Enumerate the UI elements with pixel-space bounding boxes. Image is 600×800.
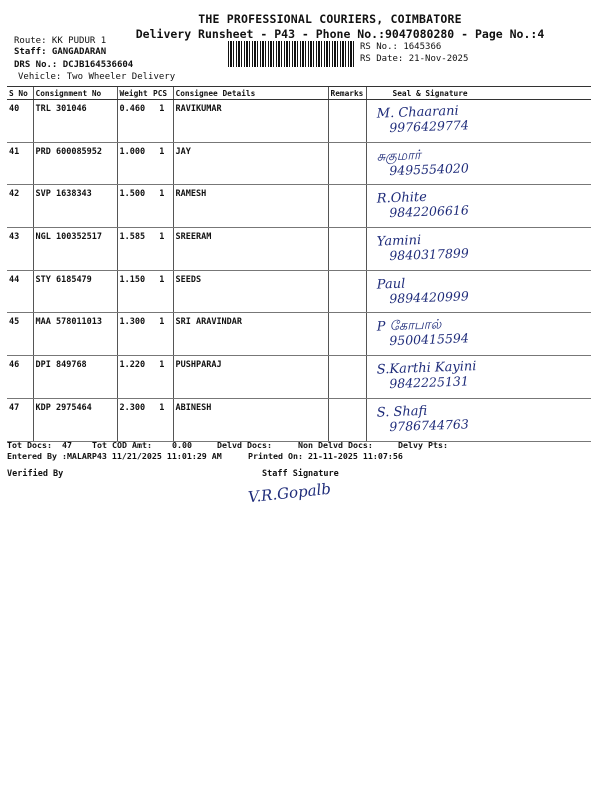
- handwritten-signature: [368, 399, 589, 435]
- handwritten-signature: [368, 314, 589, 350]
- cell-signature: [366, 356, 591, 399]
- table-row: [7, 270, 591, 313]
- cell-sno: 43: [7, 228, 33, 271]
- cell-signature: [366, 270, 591, 313]
- signature-name: M. Chaarani: [376, 103, 459, 122]
- cell-signature: [366, 398, 591, 441]
- delivery-table: [7, 86, 591, 442]
- tot-docs-label: Tot Docs:: [7, 440, 52, 450]
- cell-remarks: [328, 313, 366, 356]
- table-row: [7, 142, 591, 185]
- col-header-consignment: Consignment No: [33, 87, 117, 100]
- barcode-image: [228, 41, 354, 67]
- table-row: [7, 100, 591, 143]
- cell-pcs: 1: [151, 142, 173, 185]
- table-row: [7, 228, 591, 271]
- cell-weight: 1.585: [117, 228, 151, 271]
- printed-on: Printed On: 21-11-2025 11:07:56: [248, 451, 403, 461]
- company-title: THE PROFESSIONAL COURIERS, COIMBATORE: [198, 12, 462, 26]
- tot-cod-label: Tot COD Amt:: [92, 440, 152, 450]
- signature-phone: 9842225131: [388, 373, 469, 392]
- signature-name: P கோபால்: [376, 317, 442, 336]
- verified-by-label: Verified By: [7, 469, 64, 479]
- cell-pcs: 1: [151, 100, 173, 143]
- cell-remarks: [328, 100, 366, 143]
- col-header-remarks: Remarks: [328, 87, 366, 100]
- cell-signature: [366, 185, 591, 228]
- col-header-weight: Weight: [117, 87, 151, 100]
- signature-name: S. Shafi: [376, 403, 427, 421]
- handwritten-signature: [368, 271, 589, 307]
- cell-consignment-no: PRD 600085952: [33, 142, 117, 185]
- signature-phone: 9495554020: [388, 160, 469, 178]
- signature-name: சுகுமார்: [376, 147, 421, 165]
- cell-pcs: 1: [151, 398, 173, 441]
- cell-consignee: SRI ARAVINDAR: [173, 313, 328, 356]
- cell-consignee: RAVIKUMAR: [173, 100, 328, 143]
- signature-name: S.Karthi Kayini: [376, 359, 477, 378]
- cell-consignee: SEEDS: [173, 270, 328, 313]
- cell-consignment-no: DPI 849768: [33, 356, 117, 399]
- cell-signature: [366, 313, 591, 356]
- signature-name: Yamini: [376, 233, 421, 250]
- cell-weight: 1.150: [117, 270, 151, 313]
- rs-number: RS No.: 1645366: [360, 42, 442, 52]
- non-delvd-docs-label: Non Delvd Docs:: [298, 440, 373, 450]
- cell-weight: 0.460: [117, 100, 151, 143]
- cell-consignee: ABINESH: [173, 398, 328, 441]
- cell-consignee: RAMESH: [173, 185, 328, 228]
- cell-sno: 40: [7, 100, 33, 143]
- route-label: Route: KK PUDUR 1: [14, 36, 107, 46]
- cell-pcs: 1: [151, 356, 173, 399]
- cell-remarks: [328, 270, 366, 313]
- signature-phone: 9976429774: [388, 117, 469, 136]
- table-row: [7, 356, 591, 399]
- cell-weight: 1.220: [117, 356, 151, 399]
- table-row: [7, 398, 591, 441]
- cell-consignment-no: SVP 1638343: [33, 185, 117, 228]
- handwritten-signature: [368, 100, 589, 136]
- cell-consignee: SREERAM: [173, 228, 328, 271]
- cell-sno: 44: [7, 270, 33, 313]
- cell-sno: 41: [7, 142, 33, 185]
- cell-remarks: [328, 356, 366, 399]
- cell-remarks: [328, 142, 366, 185]
- cell-sno: 47: [7, 398, 33, 441]
- cell-consignment-no: NGL 100352517: [33, 228, 117, 271]
- signature-phone: 9840317899: [388, 245, 469, 264]
- table-row: [7, 313, 591, 356]
- delvy-pts-label: Delvy Pts:: [398, 440, 448, 450]
- handwritten-signature: [368, 186, 589, 222]
- staff-label: Staff: GANGADARAN: [14, 47, 107, 57]
- staff-handwritten-signature: V.R.Gopalb: [247, 479, 332, 507]
- delvd-docs-label: Delvd Docs:: [217, 440, 272, 450]
- cell-weight: 1.000: [117, 142, 151, 185]
- handwritten-signature: [368, 143, 589, 179]
- cell-signature: [366, 100, 591, 143]
- signature-phone: 9842206616: [388, 202, 469, 221]
- cell-weight: 1.500: [117, 185, 151, 228]
- tot-docs-value: 47: [62, 440, 72, 450]
- tot-cod-value: 0.00: [172, 440, 192, 450]
- cell-weight: 1.300: [117, 313, 151, 356]
- cell-consignment-no: TRL 301046: [33, 100, 117, 143]
- signature-name: Paul: [376, 276, 405, 293]
- cell-weight: 2.300: [117, 398, 151, 441]
- cell-signature: [366, 228, 591, 271]
- cell-consignee: PUSHPARAJ: [173, 356, 328, 399]
- rs-date: RS Date: 21-Nov-2025: [360, 54, 469, 64]
- col-header-pcs: PCS: [151, 87, 173, 100]
- cell-sno: 46: [7, 356, 33, 399]
- cell-remarks: [328, 398, 366, 441]
- cell-signature: [366, 142, 591, 185]
- col-header-consignee: Consignee Details: [173, 87, 328, 100]
- table-row: [7, 185, 591, 228]
- cell-pcs: 1: [151, 228, 173, 271]
- runsheet-subtitle: Delivery Runsheet - P43 - Phone No.:9047080280 - Page No.:4: [135, 27, 545, 41]
- cell-pcs: 1: [151, 185, 173, 228]
- signature-phone: 9786744763: [388, 416, 469, 434]
- entered-by: Entered By :MALARP43 11/21/2025 11:01:29 AM: [7, 451, 222, 461]
- vehicle-label: Vehicle: Two Wheeler Delivery: [18, 72, 176, 82]
- signature-name: R.Ohite: [376, 190, 427, 207]
- cell-pcs: 1: [151, 313, 173, 356]
- cell-consignment-no: KDP 2975464: [33, 398, 117, 441]
- staff-signature-label: Staff Signature: [262, 469, 339, 479]
- cell-sno: 42: [7, 185, 33, 228]
- cell-remarks: [328, 228, 366, 271]
- col-header-sno: S No: [7, 87, 33, 100]
- handwritten-signature: [368, 228, 589, 264]
- handwritten-signature: [368, 356, 589, 392]
- table-header-row: [7, 87, 591, 100]
- cell-pcs: 1: [151, 270, 173, 313]
- cell-consignee: JAY: [173, 142, 328, 185]
- col-header-seal-signature: Seal & Signature: [366, 87, 591, 100]
- cell-consignment-no: MAA 578011013: [33, 313, 117, 356]
- cell-sno: 45: [7, 313, 33, 356]
- cell-consignment-no: STY 6185479: [33, 270, 117, 313]
- drs-number: DRS No.: DCJB164536604: [14, 60, 134, 70]
- signature-phone: 9500415594: [388, 330, 469, 349]
- cell-remarks: [328, 185, 366, 228]
- signature-phone: 9894420999: [388, 288, 469, 306]
